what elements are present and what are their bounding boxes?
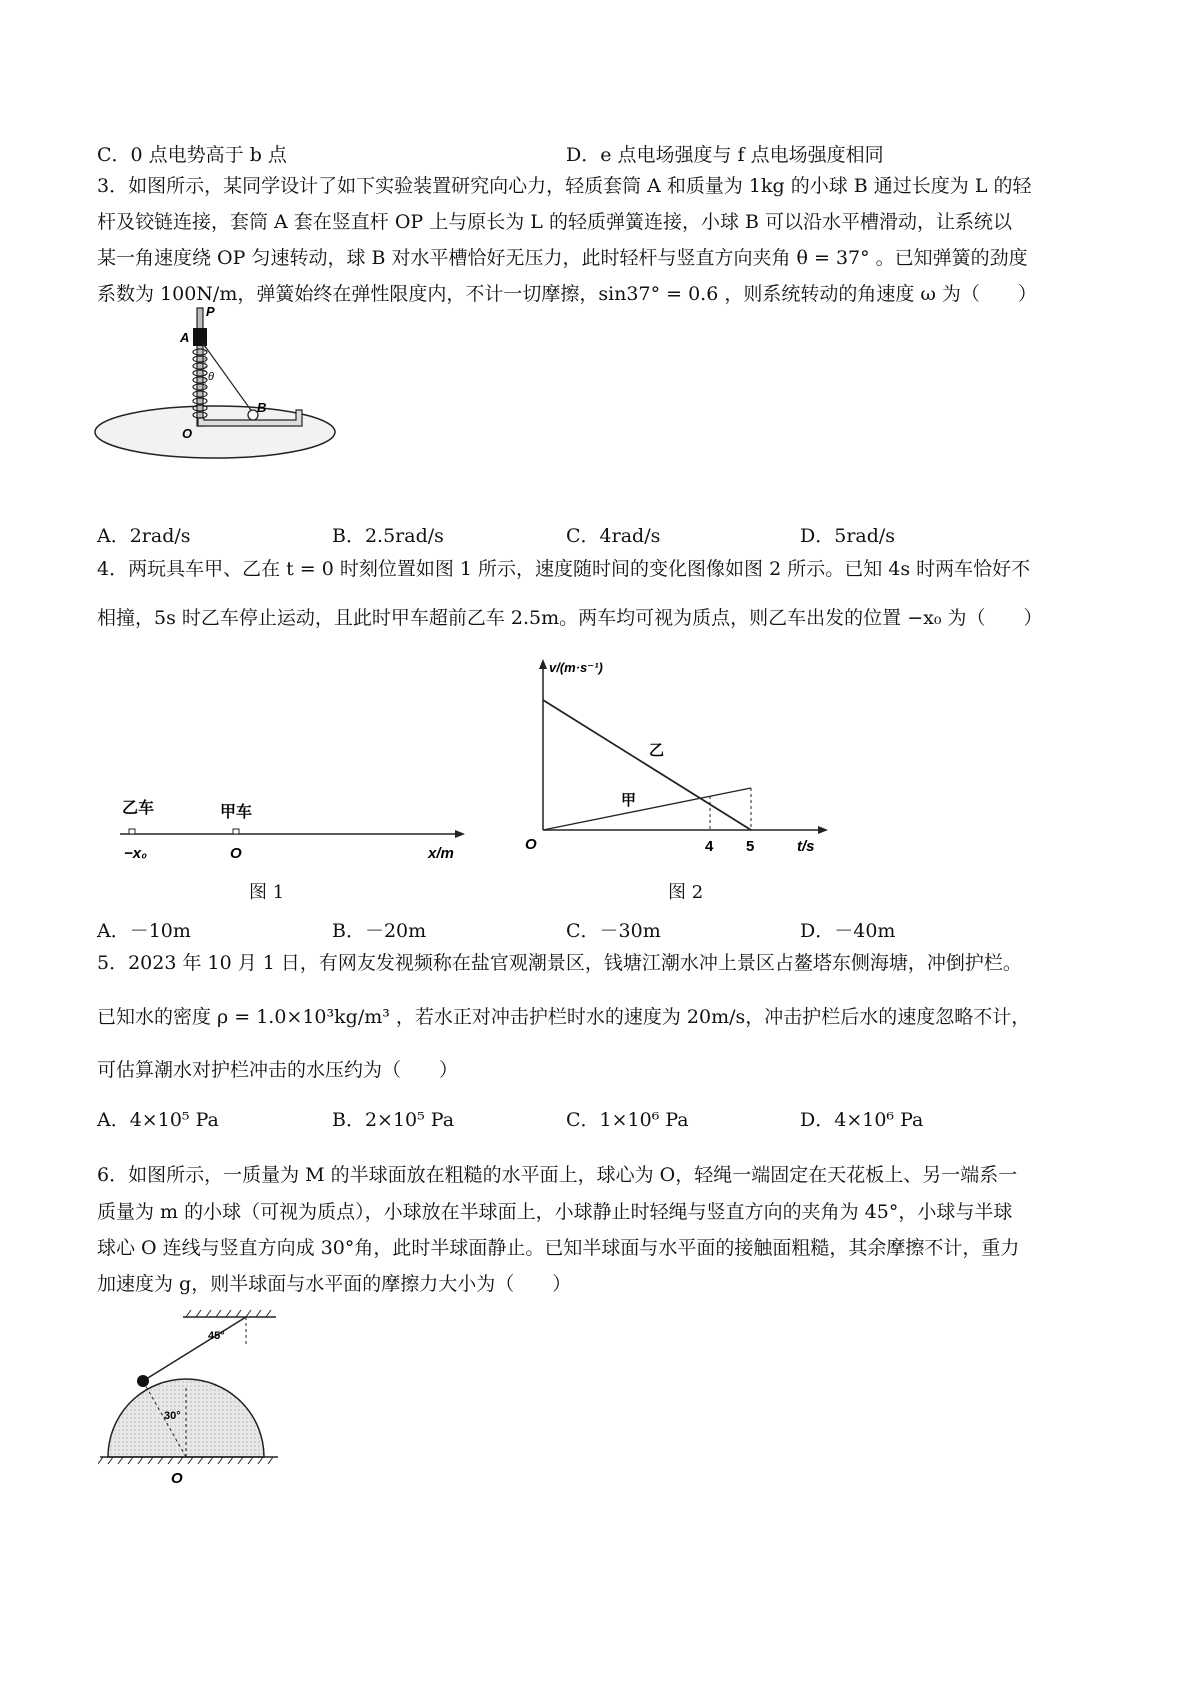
label-x-axis: x/m bbox=[428, 845, 454, 862]
q2-option-c: C．0 点电势高于 b 点 bbox=[97, 144, 287, 166]
q3-option-b: B．2.5rad/s bbox=[332, 525, 444, 547]
q4-line-1: 4．两玩具车甲、乙在 t = 0 时刻位置如图 1 所示，速度随时间的变化图像如图 2 所示。已知 4s 时两车恰好不 bbox=[97, 558, 1031, 580]
q6-line-4: 加速度为 g，则半球面与水平面的摩擦力大小为（ ） bbox=[97, 1273, 572, 1295]
q3-line-3: 某一角速度绕 OP 匀速转动，球 B 对水平槽恰好无压力，此时轻杆与竖直方向夹角 θ = 37° 。已知弹簧的劲度 bbox=[97, 247, 1028, 269]
label-p: P bbox=[206, 304, 215, 319]
label-angle-30: 30° bbox=[164, 1410, 181, 1422]
tick-4: 4 bbox=[705, 838, 714, 855]
q3-option-d: D．5rad/s bbox=[800, 525, 896, 547]
fig1-caption: 图 1 bbox=[249, 882, 285, 903]
q4-option-a: A．－10m bbox=[97, 920, 191, 942]
label-jia: 甲 bbox=[621, 792, 637, 809]
label-theta: θ bbox=[208, 371, 214, 383]
label-angle-45: 45° bbox=[208, 1330, 225, 1342]
label-origin-2: O bbox=[525, 836, 537, 853]
label-b: B bbox=[257, 400, 267, 415]
q4-figure-2 bbox=[525, 655, 845, 855]
label-v-axis: v/(m·s⁻¹) bbox=[549, 660, 603, 675]
label-yi: 乙 bbox=[649, 742, 665, 759]
q6-line-2: 质量为 m 的小球（可视为质点），小球放在半球面上，小球静止时轻绳与竖直方向的夹角为 45°，小球与半球 bbox=[97, 1201, 1013, 1223]
label-car-yi: 乙车 bbox=[122, 800, 155, 817]
label-t-axis: t/s bbox=[797, 838, 815, 855]
q6-line-1: 6．如图所示，一质量为 M 的半球面放在粗糙的水平面上，球心为 O，轻绳一端固定在天花板上、另一端系一 bbox=[97, 1164, 1018, 1186]
label-a: A bbox=[180, 330, 190, 345]
q5-line-1: 5．2023 年 10 月 1 日，有网友发视频称在盐官观潮景区，钱塘江潮水冲上景区占鳌塔东侧海塘，冲倒护栏。 bbox=[97, 952, 1022, 974]
q3-figure bbox=[92, 300, 352, 470]
q3-line-4: 系数为 100N/m，弹簧始终在弹性限度内，不计一切摩擦，sin37° = 0.6 ，则系统转动的角速度 ω 为（ ） bbox=[97, 283, 1037, 305]
label-o: O bbox=[182, 426, 193, 441]
label-car-jia: 甲车 bbox=[220, 804, 253, 821]
q5-option-c: C．1×10⁶ Pa bbox=[566, 1109, 689, 1131]
q6-line-3: 球心 O 连线与竖直方向成 30°角，此时半球面静止。已知半球面与水平面的接触面粗糙，其余摩擦不计，重力 bbox=[97, 1237, 1020, 1259]
label-origin-1: O bbox=[230, 845, 242, 862]
q4-option-d: D．－40m bbox=[800, 920, 896, 942]
q4-option-c: C．－30m bbox=[566, 920, 661, 942]
q5-option-a: A．4×10⁵ Pa bbox=[97, 1109, 219, 1131]
q5-option-b: B．2×10⁵ Pa bbox=[332, 1109, 455, 1131]
q4-line-2: 相撞，5s 时乙车停止运动，且此时甲车超前乙车 2.5m。两车均可视为质点，则乙车出发的位置 −x₀ 为（ ） bbox=[97, 607, 1043, 629]
q4-option-b: B．－20m bbox=[332, 920, 427, 942]
label-neg-x0: −x₀ bbox=[124, 845, 148, 862]
q4-figure-1 bbox=[110, 790, 470, 870]
q3-option-c: C．4rad/s bbox=[566, 525, 661, 547]
q3-line-2: 杆及铰链连接，套筒 A 套在竖直杆 OP 上与原长为 L 的轻质弹簧连接，小球 B 可以沿水平槽滑动，让系统以 bbox=[97, 211, 1012, 233]
tick-5: 5 bbox=[746, 838, 755, 855]
q2-option-d: D．e 点电场强度与 f 点电场强度相同 bbox=[566, 144, 884, 166]
label-o-center: O bbox=[171, 1470, 183, 1487]
q3-line-1: 3．如图所示，某同学设计了如下实验装置研究向心力，轻质套筒 A 和质量为 1kg 的小球 B 通过长度为 L 的轻 bbox=[97, 175, 1032, 197]
fig2-caption: 图 2 bbox=[668, 882, 704, 903]
q5-line-2: 已知水的密度 ρ = 1.0×10³kg/m³ ，若水正对冲击护栏时水的速度为 20m/s，冲击护栏后水的速度忽略不计， bbox=[97, 1006, 1031, 1028]
q3-option-a: A．2rad/s bbox=[97, 525, 191, 547]
q5-line-3: 可估算潮水对护栏冲击的水压约为（ ） bbox=[97, 1059, 459, 1081]
q6-figure bbox=[98, 1305, 308, 1490]
q5-option-d: D．4×10⁶ Pa bbox=[800, 1109, 924, 1131]
